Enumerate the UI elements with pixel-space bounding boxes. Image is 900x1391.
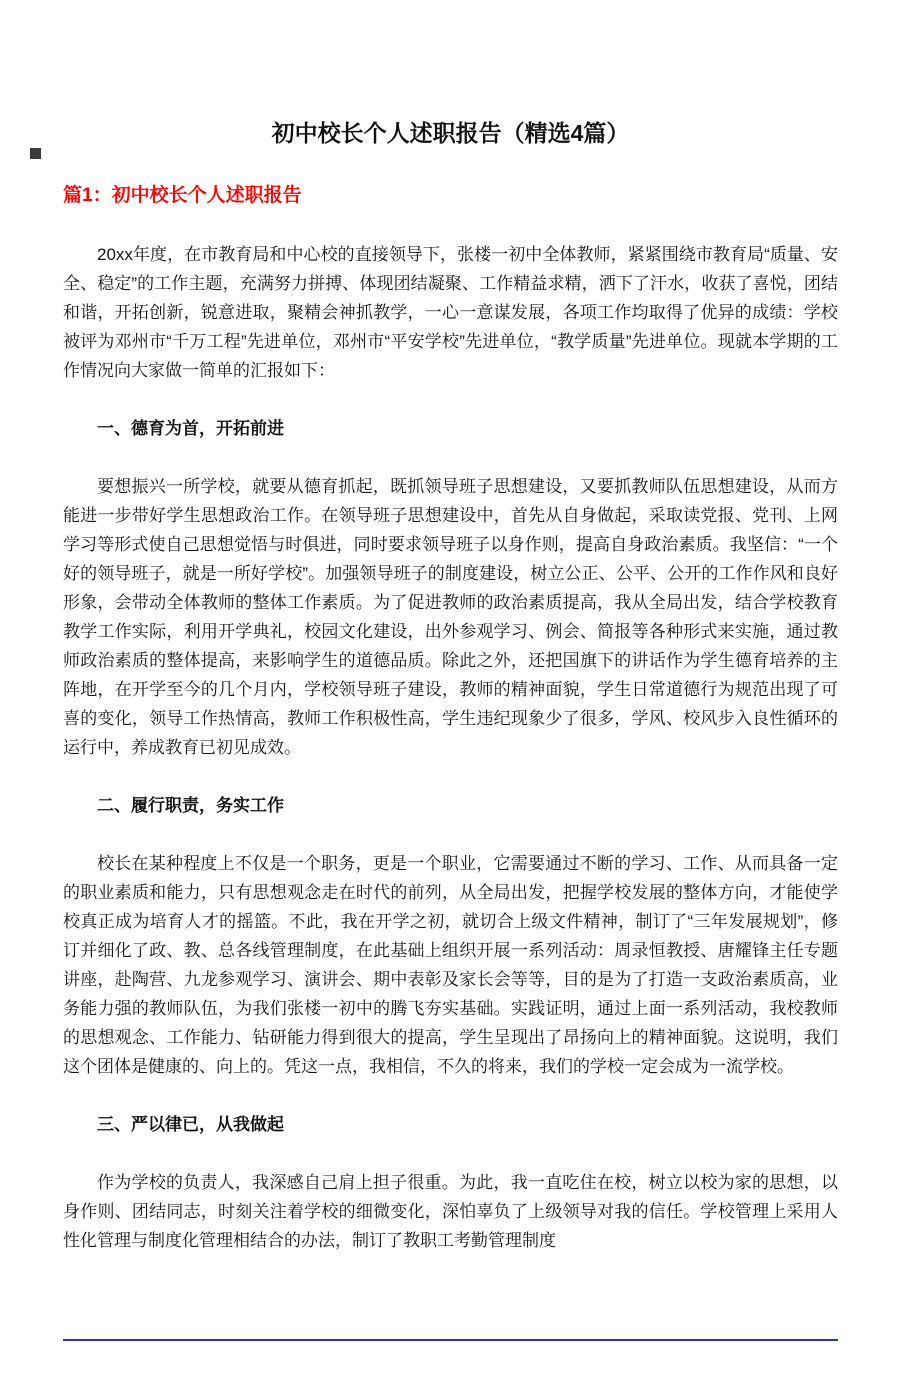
document-page: [0, 118, 900, 1255]
section-heading: 三、严以律已，从我做起: [97, 1115, 284, 1134]
article-section-label: 篇1：初中校长个人述职报告: [63, 185, 302, 206]
paragraph: 校长在某种程度上不仅是一个职务，更是一个职业，它需要通过不断的学习、工作、从而具备一定的职业素质和能力，只有思想观念走在时代的前列，从全局出发，把握学校发展的整体方向，才能使学校真正成为培育人才的摇篮。不此，我在开学之初，就切合上级文件精神，制订了“三年发展规划”，修订并细化了政、教、总各线管理制度，在此基础上组织开展一系列活动：周录恒教授、唐耀锋主任专题讲座，赴陶营、九龙参观学习、演讲会、期中表彰及家长会等等，目的是为了打造一支政治素质高，业务能力强的教师队伍，为我们张楼一初中的腾飞夯实基础。实践证明，通过上面一系列活动，我校教师的思想观念、工作能力、钻研能力得到很大的提高，学生呈现出了昂扬向上的精神面貌。这说明，我们这个团体是健康的、向上的。凭这一点，我相信，不久的将来，我们的学校一定会成为一流学校。: [63, 854, 838, 1076]
document-blocks: [63, 240, 838, 1255]
bottom-divider-line: [63, 1339, 838, 1341]
corner-square-marker: [30, 148, 41, 159]
paragraph: 20xx年度，在市教育局和中心校的直接领导下，张楼一初中全体教师，紧紧围绕市教育局“质量、安全、稳定”的工作主题，充满努力拼搏、体现团结凝聚、工作精益求精，洒下了汗水，收获了喜悦，团结和谐，开拓创新，锐意进取，聚精会神抓教学，一心一意谋发展，各项工作均取得了优异的成绩：学校被评为邓州市“千万工程”先进单位，邓州市“平安学校”先进单位，“教学质量”先进单位。现就本学期的工作情况向大家做一简单的汇报如下：: [63, 245, 838, 380]
paragraph: 作为学校的负责人，我深感自己肩上担子很重。为此，我一直吃住在校，树立以校为家的思想，以身作则、团结同志，时刻关注着学校的细微变化，深怕辜负了上级领导对我的信任。学校管理上采用人性化管理与制度化管理相结合的办法，制订了教职工考勤管理制度: [63, 1173, 838, 1250]
section-heading: 一、德育为首，开拓前进: [97, 419, 284, 438]
paragraph: 要想振兴一所学校，就要从德育抓起，既抓领导班子思想建设，又要抓教师队伍思想建设，从而方能进一步带好学生思想政治工作。在领导班子思想建设中，首先从自身做起，采取读党报、党刊、上网学习等形式使自己思想觉悟与时俱进，同时要求领导班子以身作则，提高自身政治素质。我坚信：“一个好的领导班子，就是一所好学校”。加强领导班子的制度建设，树立公正、公平、公开的工作作风和良好形象，会带动全体教师的整体工作素质。为了促进教师的政治素质提高，我从全局出发，结合学校教育教学工作实际，利用开学典礼，校园文化建设，出外参观学习、例会、简报等各种形式来实施，通过教师政治素质的整体提高，来影响学生的道德品质。除此之外，还把国旗下的讲话作为学生德育培养的主阵地，在开学至今的几个月内，学校领导班子建设，教师的精神面貌，学生日常道德行为规范出现了可喜的变化，领导工作热情高，教师工作积极性高，学生违纪现象少了很多，学风、校风步入良性循环的运行中，养成教育已初见成效。: [63, 477, 838, 757]
document-title: 初中校长个人述职报告（精选4篇）: [271, 120, 630, 146]
section-heading: 二、履行职责，务实工作: [97, 796, 284, 815]
